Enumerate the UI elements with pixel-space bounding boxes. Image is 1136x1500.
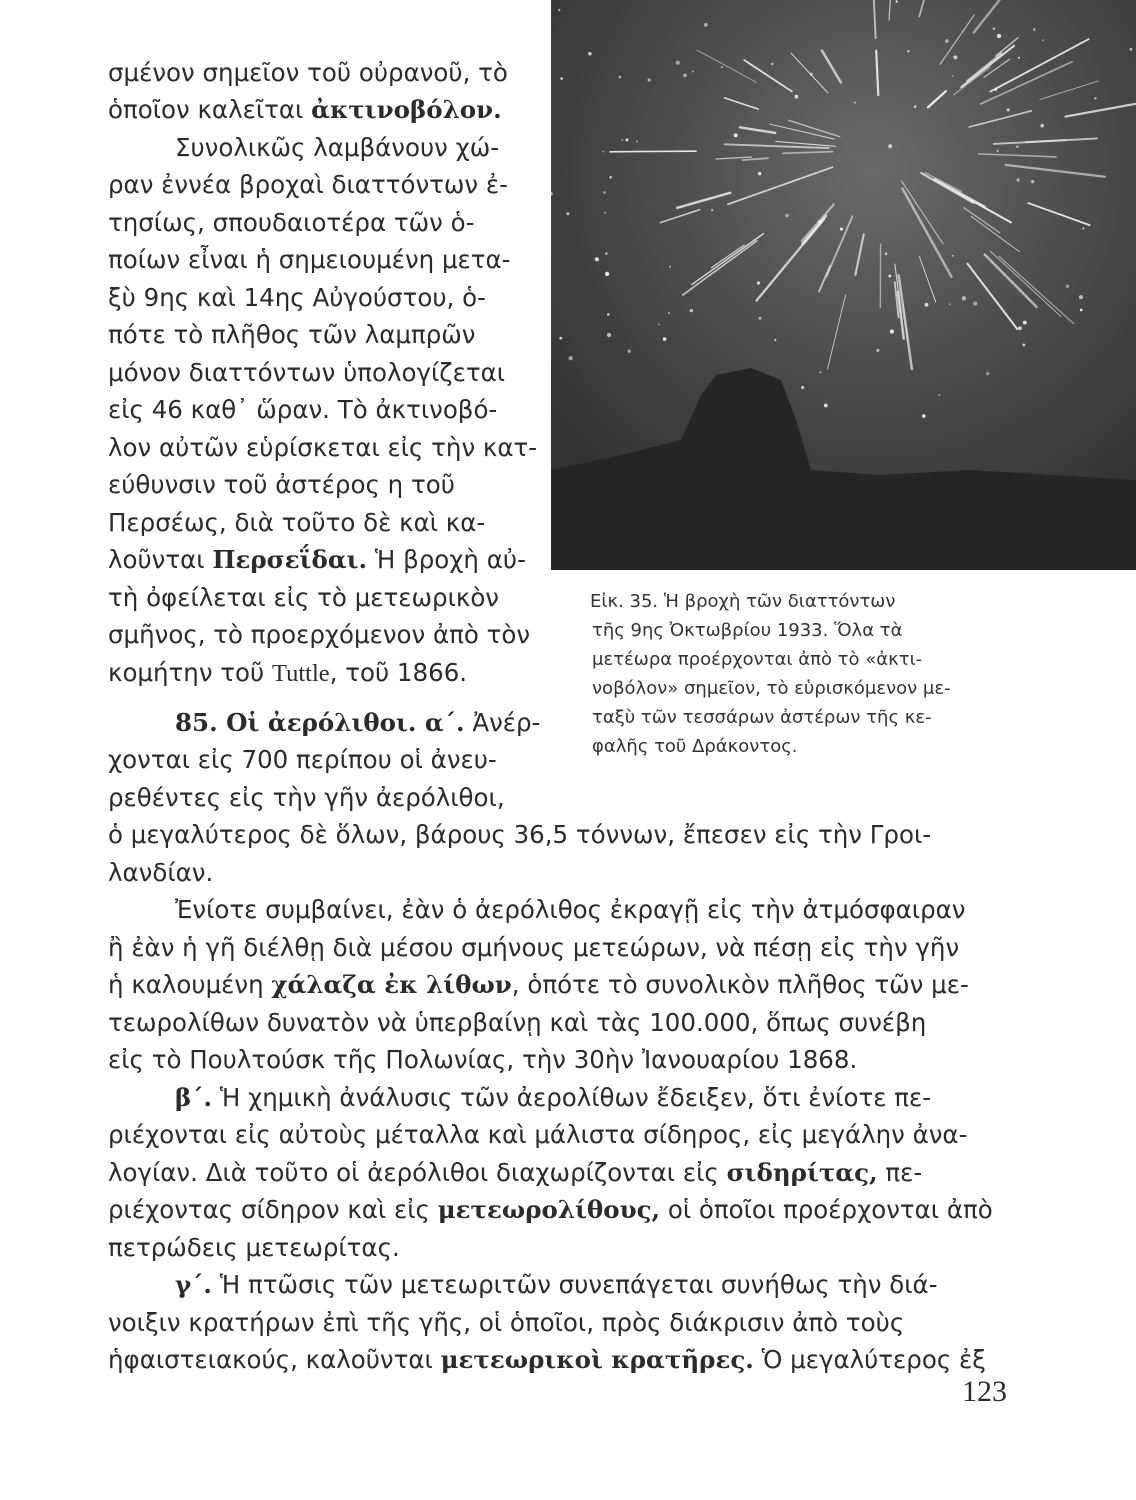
star	[1033, 28, 1036, 31]
star	[914, 106, 916, 108]
star	[1082, 227, 1084, 229]
star	[840, 227, 843, 230]
star	[560, 77, 562, 79]
text-line: τεωρολίθων δυνατὸν νὰ ὑπερβαίνῃ καὶ τὰς 100.000, ὅπως συνέβη	[108, 1008, 927, 1037]
text-line: ρεθέντες εἰς τὴν γῆν ἀερόλιθοι,	[108, 783, 505, 812]
star	[658, 324, 660, 326]
text-line: μόνον διαττόντων ὑπολογίζεται	[108, 358, 506, 387]
star	[945, 39, 949, 43]
text-line: Περσέως, διὰ τοῦτο δὲ καὶ κα-	[108, 508, 486, 537]
star	[704, 23, 708, 27]
star	[588, 52, 591, 55]
star	[818, 220, 822, 224]
text-line: λογίαν. Διὰ τοῦτο οἱ ἀερόλιθοι διαχωρίζονται εἰς σιδηρίτας, πε-	[108, 1158, 923, 1187]
text-line: σμῆνος, τὸ προερχόμενον ἀπὸ τὸν	[108, 620, 531, 649]
text-line: ριέχονται εἰς αὐτοὺς μέταλλα καὶ μάλιστα σίδηρος, εἰς μεγάλην ἀνα-	[108, 1120, 968, 1149]
section-title: 85. Οἱ ἀερόλιθοι. α΄.	[175, 708, 465, 737]
star	[721, 66, 723, 68]
text-line: ξὺ 9ης καὶ 14ης Αὐγούστου, ὁ-	[108, 283, 486, 312]
star	[622, 139, 624, 141]
star	[669, 266, 671, 268]
text-line: χονται εἰς 700 περίπου οἱ ἀνευ-	[108, 745, 497, 774]
term-meteorikoi-krateres: μετεωρικοὶ κρατῆρες.	[440, 1345, 754, 1374]
term-sideritas: σιδηρίτας,	[726, 1158, 878, 1187]
star	[683, 74, 686, 77]
star	[876, 349, 879, 352]
text-line: ὁ μεγαλύτερος δὲ ὅλων, βάρους 36,5 τόννων, ἔπεσεν εἰς τὴν Γροι-	[108, 820, 932, 849]
star	[1022, 343, 1025, 346]
star	[795, 95, 799, 99]
figure-caption-line: νοβόλον» σημεῖον, τὸ εὑρισκόμενον με-	[592, 678, 951, 699]
star	[1042, 39, 1044, 41]
star	[1129, 48, 1132, 51]
meteor-streak	[610, 151, 696, 152]
star	[986, 372, 989, 375]
star	[558, 9, 560, 11]
star	[1016, 145, 1019, 148]
text-line: εἰς 46 καθ᾽ ὥραν. Τὸ ἀκτινοβό-	[108, 395, 498, 424]
star	[1040, 124, 1044, 128]
star	[1017, 178, 1020, 181]
text-line: κομήτην τοῦ Tuttle, τοῦ 1866.	[108, 658, 468, 687]
star	[607, 313, 609, 315]
star	[676, 60, 680, 64]
star	[810, 73, 813, 76]
star	[595, 257, 599, 261]
star	[854, 102, 856, 104]
star	[888, 144, 892, 148]
star	[785, 214, 788, 217]
star	[973, 301, 977, 305]
star	[774, 339, 776, 341]
star	[996, 150, 998, 152]
text-line: εύθυνσιν τοῦ ἀστέρος η τοῦ	[108, 470, 455, 499]
figure-caption-line: ταξὺ τῶν τεσσάρων ἀστέρων τῆς κε-	[592, 707, 932, 728]
text-line: β΄. Ἡ χημικὴ ἀνάλυσις τῶν ἀερολίθων ἔδειξεν, ὅτι ἐνίοτε πε-	[175, 1083, 932, 1112]
text-line: τησίως, σπουδαιοτέρα τῶν ὁ-	[108, 208, 475, 237]
text-line: ἡφαιστειακούς, καλοῦνται μετεωρικοὶ κρατῆρες. Ὁ μεγαλύτερος ἐξ	[108, 1345, 986, 1374]
star	[938, 394, 940, 396]
star	[734, 133, 738, 137]
term-chalaza: χάλαζα ἐκ λίθων	[271, 970, 512, 999]
star	[771, 63, 774, 66]
text-line: ἢ ἐὰν ἡ γῆ διέλθῃ διὰ μέσου σμήνους μετεώρων, νὰ πέσῃ εἰς τὴν γῆν	[108, 933, 960, 962]
star	[907, 50, 909, 52]
star	[668, 312, 670, 314]
star	[636, 141, 638, 143]
star	[962, 296, 966, 300]
text-line: ἡ καλουμένη χάλαζα ἐκ λίθων, ὁπότε τὸ συνολικὸν πλῆθος τῶν με-	[108, 970, 969, 999]
star	[602, 151, 604, 153]
figure-caption-line: μετέωρα προέρχονται ἀπὸ τὸ «ἀκτι-	[592, 649, 923, 670]
star	[1094, 97, 1096, 99]
star	[625, 138, 628, 141]
star	[609, 176, 611, 178]
text-line: Ἐνίοτε συμβαίνει, ἐὰν ὁ ἀερόλιθος ἐκραγῇ εἰς τὴν ἀτμόσφαιραν	[175, 895, 966, 924]
star	[569, 356, 573, 360]
star	[819, 371, 821, 373]
star	[1066, 285, 1070, 289]
star	[995, 89, 998, 92]
page-number: 123	[962, 1375, 1007, 1408]
star	[952, 75, 954, 77]
text-line: σμένον σημεῖον τοῦ οὐρανοῦ, τὸ	[108, 58, 508, 87]
text-line: ραν ἐννέα βροχαὶ διαττόντων ἐ-	[108, 170, 508, 199]
star	[757, 281, 760, 284]
star	[603, 191, 606, 194]
star	[949, 303, 951, 305]
text-line: γ΄. Ἡ πτῶσις τῶν μετεωριτῶν συνεπάγεται συνήθως τὴν διά-	[175, 1270, 938, 1299]
star	[953, 55, 957, 59]
text-line: ριέχοντας σίδηρον καὶ εἰς μετεωρολίθους, οἱ ὁποῖοι προέρχονται ἀπὸ	[108, 1195, 993, 1224]
star	[801, 386, 804, 389]
star	[952, 255, 954, 257]
star	[993, 27, 996, 30]
star	[711, 209, 714, 212]
star	[566, 212, 569, 215]
star	[648, 78, 651, 81]
text-line: ὁποῖον καλεῖται ἀκτινοβόλον.	[108, 95, 502, 124]
star	[997, 34, 1001, 38]
star	[885, 253, 888, 256]
star	[922, 414, 926, 418]
star	[759, 317, 762, 320]
star	[888, 275, 891, 278]
text-line: τὴ ὀφείλεται εἰς τὸ μετεωρικὸν	[108, 583, 499, 612]
section-heading: 85. Οἱ ἀερόλιθοι. α΄. Ἀνέρ-	[175, 708, 541, 737]
text-line: νοιξιν κρατήρων ἐπὶ τῆς γῆς, οἱ ὁποῖοι, πρὸς διάκρισιν ἀπὸ τοὺς	[108, 1308, 905, 1337]
star	[559, 337, 562, 340]
star	[890, 329, 894, 333]
star	[1031, 180, 1034, 183]
star	[627, 349, 630, 352]
star	[604, 212, 606, 214]
text-line: λανδίαν.	[108, 858, 214, 887]
text-line: εἰς τὸ Πουλτούσκ τῆς Πολωνίας, τὴν 30ὴν Ἰανουαρίου 1868.	[108, 1045, 858, 1074]
figure-caption-line: φαλῆς τοῦ Δράκοντος.	[592, 736, 798, 757]
star	[1018, 57, 1020, 59]
term-aktinovolon: ἀκτινοβόλον.	[311, 95, 502, 124]
star	[1080, 309, 1083, 312]
meteor-shower-photo	[551, 0, 1136, 570]
star	[758, 172, 761, 175]
text-line: πετρώδεις μετεωρίτας.	[108, 1233, 400, 1262]
star	[605, 272, 609, 276]
figure-caption-line: τῆς 9ης Ὀκτωβρίου 1933. Ὅλα τὰ	[592, 620, 903, 641]
star	[605, 252, 608, 255]
star	[607, 333, 611, 337]
term-perseidai: Περσεΐδαι.	[212, 545, 368, 574]
star	[824, 404, 828, 408]
star	[690, 309, 693, 312]
term-meteorolithous: μετεωρολίθους,	[437, 1195, 661, 1224]
star	[1023, 321, 1027, 325]
text-line: λοῦνται Περσεΐδαι. Ἡ βροχὴ αὐ-	[108, 545, 526, 574]
star	[1018, 326, 1022, 330]
star	[692, 70, 694, 72]
star	[1079, 295, 1083, 299]
star	[1006, 108, 1009, 111]
star	[663, 337, 667, 341]
figure-caption-line: Εἰκ. 35. Ἡ βροχὴ τῶν διαττόντων	[590, 591, 896, 612]
text-line: λον αὐτῶν εὑρίσκεται εἰς τὴν κατ-	[108, 433, 538, 462]
star	[896, 0, 898, 2]
text-line: ποίων εἶναι ἡ σημειουμένη μετα-	[108, 245, 511, 274]
star	[925, 303, 929, 307]
text-line: πότε τὸ πλῆθος τῶν λαμπρῶν	[108, 320, 476, 349]
text-line: Συνολικῶς λαμβάνουν χώ-	[175, 133, 500, 162]
star	[618, 76, 621, 79]
